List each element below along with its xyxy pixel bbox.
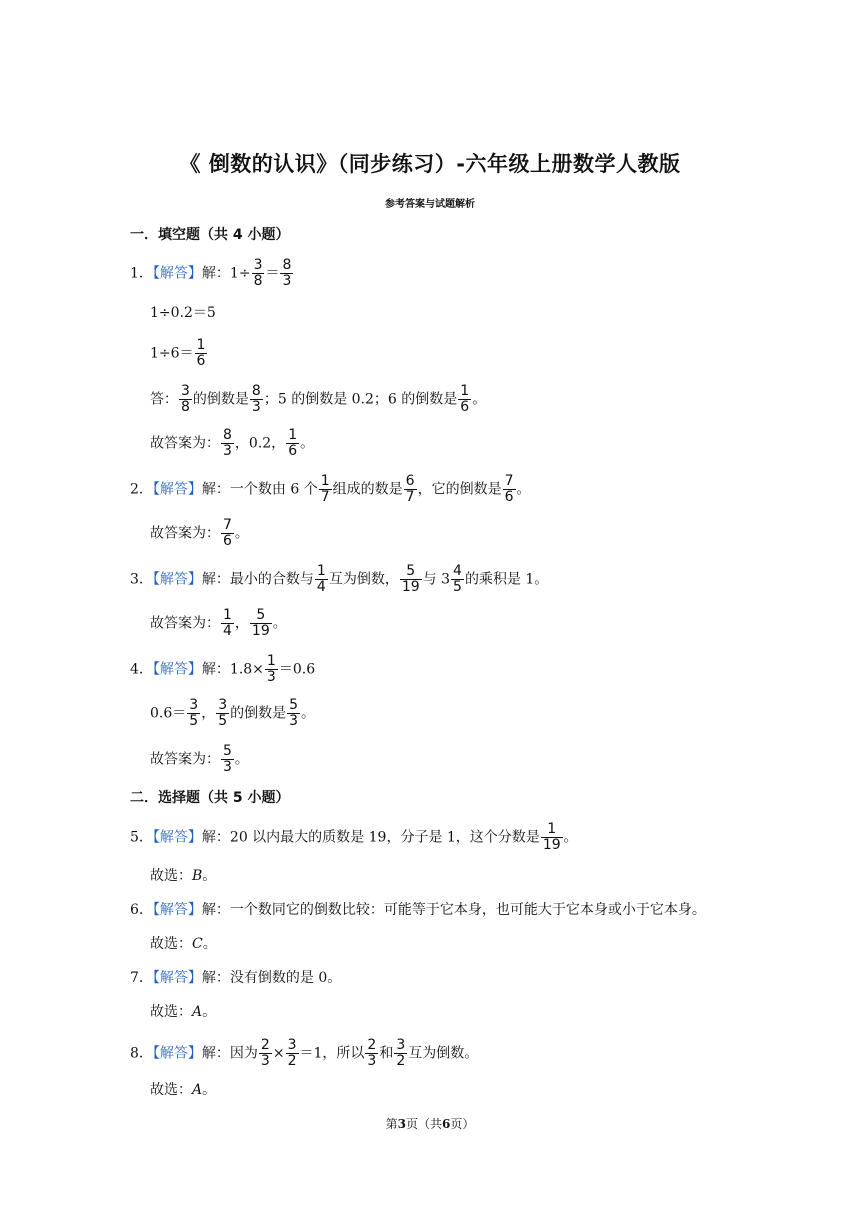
text: 。	[300, 435, 315, 452]
fraction: $\frac{3}{8}$	[253, 257, 263, 289]
fraction: $\frac{1}{19}$	[542, 821, 561, 853]
text: 故答案为：	[150, 525, 220, 542]
fraction: $\frac{8}{3}$	[251, 383, 261, 415]
answer-line	[150, 1080, 216, 1100]
fraction: $\frac{7}{6}$	[504, 473, 514, 505]
answer-line-q8	[130, 1038, 478, 1069]
answer-line	[150, 934, 217, 954]
answer-line	[150, 608, 287, 639]
fraction: $\frac{1}{6}$	[460, 383, 470, 415]
text: 页）	[450, 1117, 475, 1131]
text: 故答案为：	[150, 615, 220, 632]
fraction: $\frac{5}{3}$	[223, 743, 232, 775]
text: ，	[201, 705, 216, 722]
fraction: $\frac{5}{3}$	[289, 697, 299, 729]
fraction: $\frac{3}{5}$	[218, 697, 228, 729]
text: 故选：	[150, 1082, 192, 1098]
text: 解：1÷	[201, 265, 251, 282]
text: 。	[272, 615, 287, 632]
text: 故选：	[150, 868, 192, 884]
answer-line-q6	[130, 900, 706, 920]
text: 答：	[150, 391, 178, 408]
fraction: $\frac{5}{19}$	[401, 563, 420, 595]
q-number: 3．	[130, 571, 153, 588]
text: ，它的倒数是	[417, 481, 502, 498]
answer-tag: 【解答】	[152, 661, 202, 678]
fraction: $\frac{1}{6}$	[288, 427, 298, 459]
q-number: 7．	[130, 970, 153, 986]
section-heading-fill-in: 一．填空题（共 4 小题）	[130, 227, 290, 243]
fraction: $\frac{1}{4}$	[223, 607, 232, 639]
answer-line-q1	[130, 258, 294, 289]
fraction: $\frac{8}{3}$	[223, 427, 232, 459]
answer-line	[150, 866, 216, 886]
answer-line-q7	[130, 968, 341, 988]
option-letter: C	[192, 936, 203, 952]
text: 与 3	[422, 571, 451, 588]
fraction: $\frac{3}{8}$	[181, 383, 190, 415]
text: ；5 的倒数是 0.2；6 的倒数是	[263, 391, 458, 408]
answer-line-q5	[130, 822, 578, 853]
answer-line: 1÷0.2＝5	[150, 305, 216, 321]
option-letter: A	[192, 1004, 203, 1020]
fraction: $\frac{3}{5}$	[189, 697, 199, 729]
fraction: $\frac{2}{3}$	[260, 1037, 270, 1069]
text: 解：一个数同它的倒数比较：可能等于它本身，也可能大于它本身或小于它本身。	[201, 902, 706, 918]
text: 解：一个数由 6 个	[201, 481, 318, 498]
fraction: $\frac{8}{3}$	[282, 257, 292, 289]
text: 。	[301, 705, 316, 722]
option-letter: B	[192, 868, 203, 884]
text: 1÷6＝	[150, 345, 194, 362]
answer-tag: 【解答】	[152, 829, 202, 846]
answer-line	[150, 744, 249, 775]
text: 互为倒数。	[408, 1045, 479, 1062]
text: 故选：	[150, 936, 192, 952]
option-letter: A	[192, 1082, 203, 1098]
text: 的倒数是	[230, 705, 287, 722]
page-subtitle: 参考答案与试题解析	[385, 199, 475, 210]
fraction: $\frac{2}{3}$	[367, 1037, 377, 1069]
answer-tag: 【解答】	[152, 265, 202, 282]
text: 解：20 以内最大的质数是 19，分子是 1，这个分数是	[201, 829, 540, 846]
section-heading-choice: 二．选择题（共 5 小题）	[130, 790, 290, 806]
text: 。	[234, 751, 249, 768]
text: ＝1，所以	[299, 1045, 365, 1062]
fraction: $\frac{3}{2}$	[287, 1037, 297, 1069]
q-number: 1．	[130, 265, 153, 282]
text: ＝	[265, 265, 280, 282]
text: 第	[385, 1117, 398, 1131]
answer-line	[150, 428, 314, 459]
q-number: 8．	[130, 1045, 153, 1062]
text: 。	[202, 868, 217, 884]
text: ，	[234, 615, 249, 632]
text: 。	[472, 391, 487, 408]
text: 页（共	[405, 1117, 442, 1131]
fraction: $\frac{1}{3}$	[266, 653, 276, 685]
answer-tag: 【解答】	[152, 902, 202, 918]
text: 的乘积是 1。	[464, 571, 549, 588]
text: 。	[202, 1082, 217, 1098]
text: 解：因为	[201, 1045, 258, 1062]
text: ＝0.6	[278, 661, 316, 678]
text: 。	[563, 829, 578, 846]
text: 组成的数是	[332, 481, 403, 498]
answer-line-q2	[130, 474, 531, 505]
answer-line	[150, 338, 208, 369]
text: 互为倒数，	[328, 571, 399, 588]
text: 解：没有倒数的是 0。	[201, 970, 342, 986]
text: 解：1.8×	[201, 661, 264, 678]
fraction: $\frac{1}{7}$	[320, 473, 330, 505]
answer-tag: 【解答】	[152, 481, 202, 498]
text: 和	[379, 1045, 394, 1062]
answer-line	[150, 1002, 216, 1022]
text: 故答案为：	[150, 751, 220, 768]
answer-line-q3	[130, 564, 548, 595]
answer-line	[150, 698, 315, 729]
fraction: $\frac{1}{6}$	[196, 337, 206, 369]
q-number: 5．	[130, 829, 153, 846]
fraction: $\frac{5}{19}$	[251, 607, 270, 639]
answer-tag: 【解答】	[152, 1045, 202, 1062]
text: 故选：	[150, 1004, 192, 1020]
page-title: 《 倒数的认识》（同步练习）-六年级上册数学人教版	[179, 152, 681, 176]
text: 故答案为：	[150, 435, 220, 452]
text: 。	[202, 1004, 217, 1020]
answer-line	[150, 384, 486, 415]
page-number: 3	[397, 1117, 406, 1131]
page-total: 6	[442, 1117, 451, 1131]
text: 解：最小的合数与	[201, 571, 314, 588]
answer-tag: 【解答】	[152, 571, 202, 588]
text: 。	[234, 525, 249, 542]
text: 的倒数是	[192, 391, 249, 408]
fraction: $\frac{6}{7}$	[405, 473, 415, 505]
text: 。	[516, 481, 531, 498]
text: 。	[202, 936, 217, 952]
q-number: 6．	[130, 902, 153, 918]
text: ×	[272, 1045, 285, 1062]
fraction: $\frac{7}{6}$	[223, 517, 232, 549]
text: ，0.2，	[234, 435, 286, 452]
q-number: 4．	[130, 661, 153, 678]
text: 0.6＝	[150, 705, 187, 722]
answer-line	[150, 518, 249, 549]
fraction: $\frac{1}{4}$	[316, 563, 326, 595]
page-footer	[0, 1115, 860, 1132]
fraction: $\frac{4}{5}$	[453, 563, 462, 595]
answer-line-q4	[130, 654, 315, 685]
answer-tag: 【解答】	[152, 970, 202, 986]
fraction: $\frac{3}{2}$	[396, 1037, 406, 1069]
q-number: 2．	[130, 481, 153, 498]
